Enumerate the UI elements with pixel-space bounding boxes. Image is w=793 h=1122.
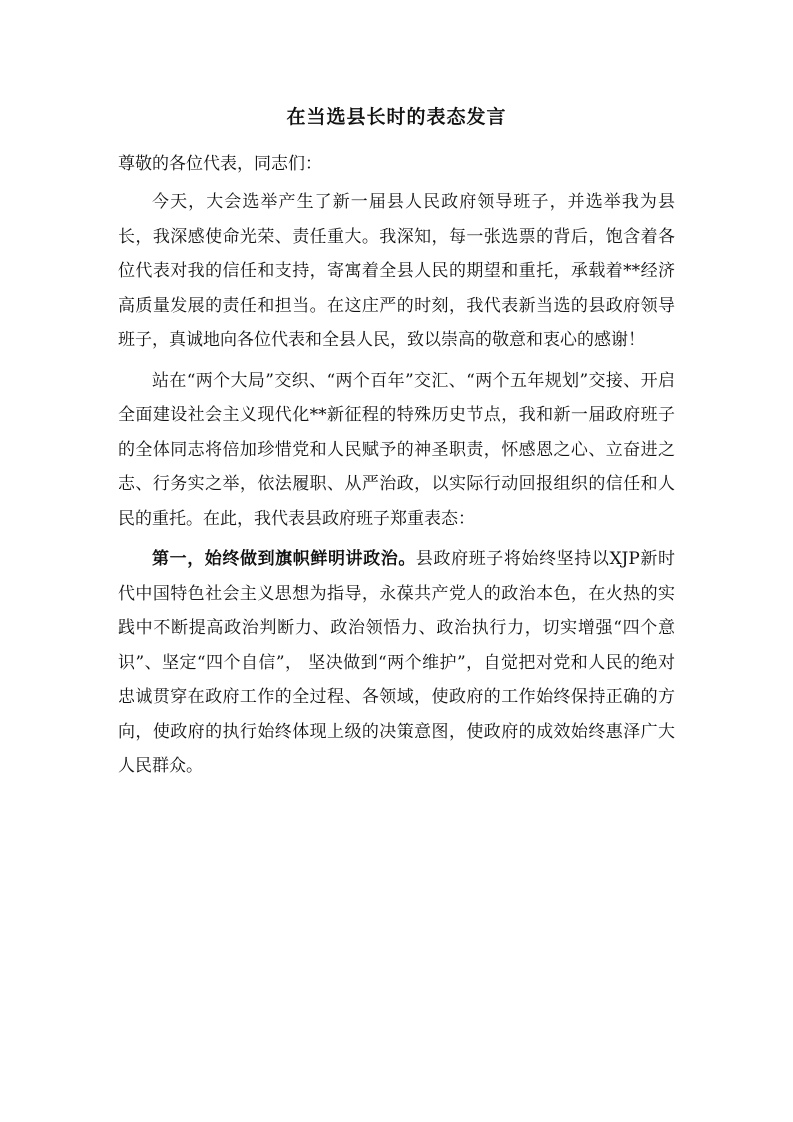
salutation: 尊敬的各位代表，同志们：	[118, 154, 322, 174]
document-title: 在当选县长时的表态发言	[286, 106, 507, 128]
paragraph-text: 县政府班子将始终坚持以XJP新时代中国特色社会主义思想为指导，永葆共产党人的政治本色，在火热的实践中不断提高政治判断力、政治领悟力、政治执行力，切实增强“四个意识”、坚定“四个自信”， 坚决做到“两个维护”，自觉把对党和人民的绝对忠诚贯穿在政府工作的全过程、各领域，使政府的工作始终保持正确的方向，使政府的执行始终体现上级的决策意图，使政府的成效始终惠泽广大人民群众。	[118, 549, 676, 776]
paragraph-lead: 第一，始终做到旗帜鲜明讲政治。	[152, 549, 416, 569]
paragraph-text: 今天，大会选举产生了新一届县人民政府领导班子，并选举我为县长，我深感使命光荣、责任重大。我深知，每一张选票的背后，饱含着各位代表对我的信任和支持，寄寓着全县人民的期望和重托，承载着**经济高质量发展的责任和担当。在这庄严的时刻，我代表新当选的县政府领导班子，真诚地向各位代表和全县人民，致以崇高的敬意和衷心的感谢！	[118, 192, 675, 350]
paragraph-2	[118, 358, 675, 537]
paragraph-1	[118, 181, 675, 358]
paragraph-text: 站在“两个大局”交织、“两个百年”交汇、“两个五年规划”交接、开启全面建设社会主义现代化**新征程的特殊历史节点，我和新一届政府班子的全体同志将倍加珍惜党和人民赋予的神圣职责，怀感恩之心、立奋进之志、行务实之举，依法履职、从严治政，以实际行动回报组织的信任和人民的重托。在此，我代表县政府班子郑重表态：	[118, 370, 675, 529]
paragraph-3	[118, 536, 675, 784]
